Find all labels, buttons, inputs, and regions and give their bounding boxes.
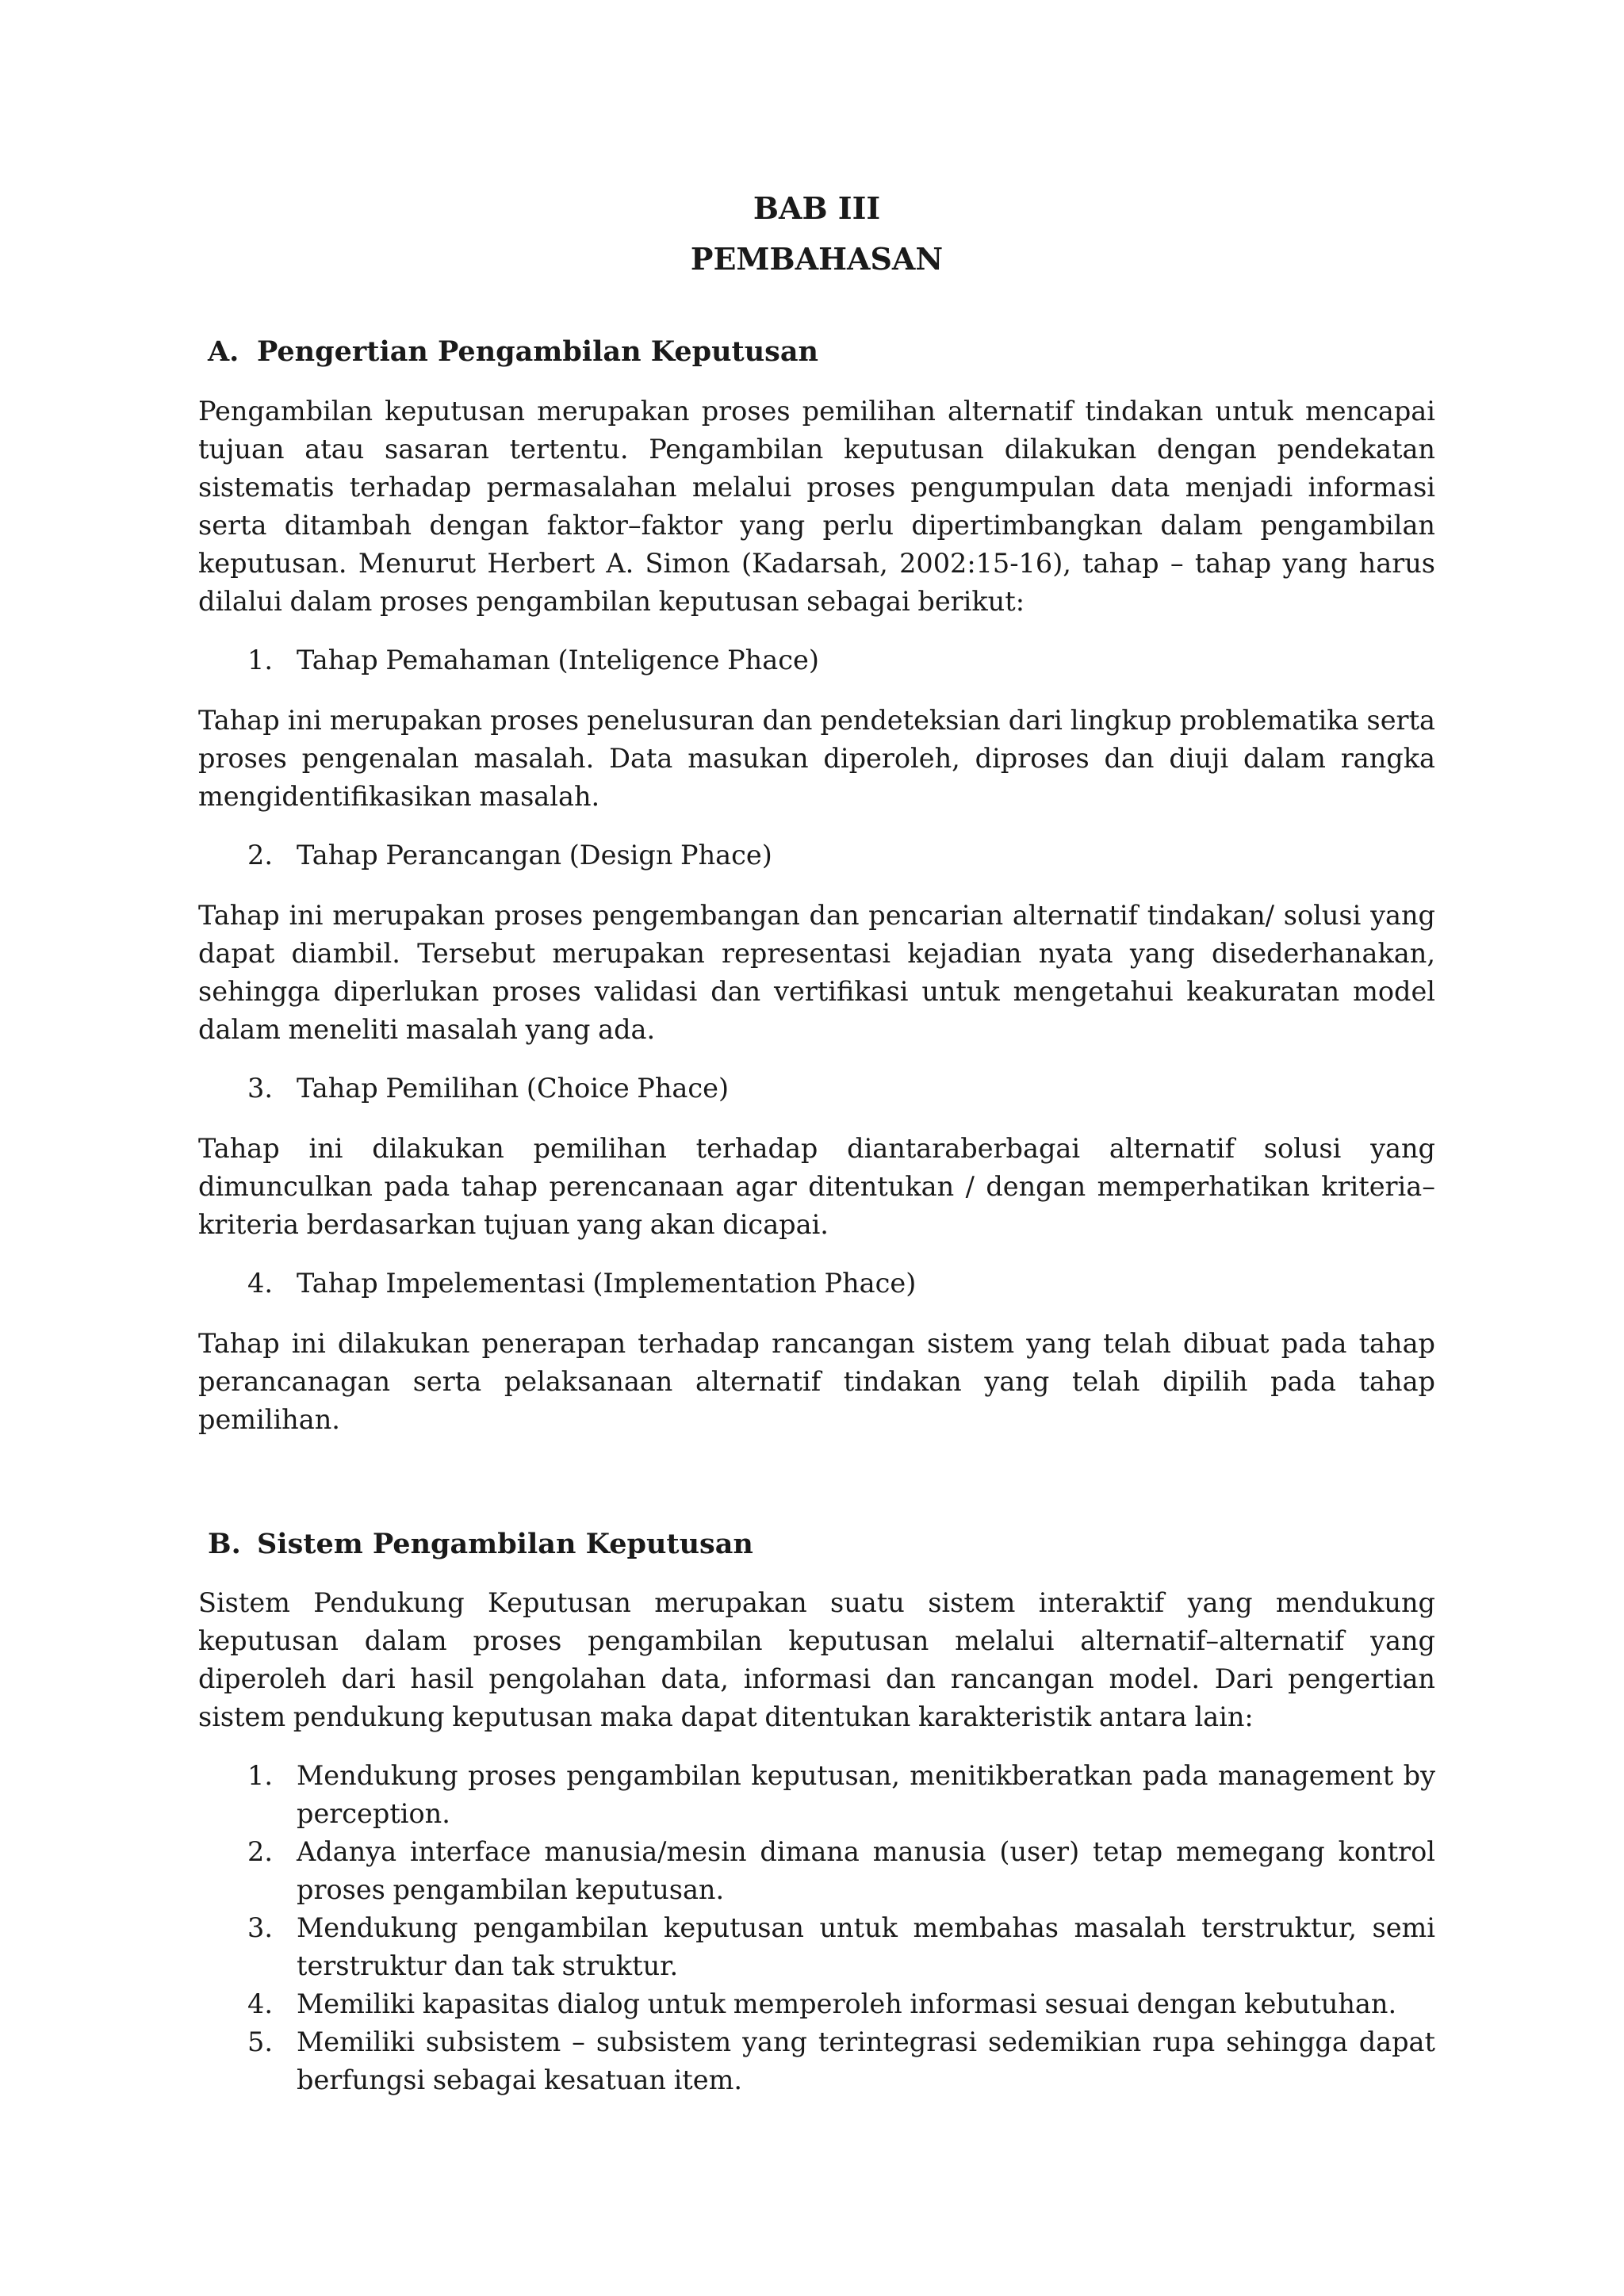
list-item-text: Mendukung pengambilan keputusan untuk membahas masalah terstruktur, semi terstruktur dan tak struktur. [297,1912,1435,1982]
list-item-number: 5. [247,2026,273,2058]
stage-1-title [247,641,1435,679]
list-item [198,1985,1435,2023]
list-item-number: 2. [247,1836,273,1868]
stage-3-number: 3. [247,1072,273,1104]
stage-4-label: Tahap Impelementasi (Implementation Phace) [297,1267,917,1299]
list-item-number: 1. [247,1760,273,1792]
list-item-text: Memiliki kapasitas dialog untuk memperoleh informasi sesuai dengan kebutuhan. [297,1988,1397,2020]
stage-2-title [247,836,1435,874]
stage-2-description: Tahap ini merupakan proses pengembangan dan pencarian alternatif tindakan/ solusi yang dapat diambil. Tersebut merupakan representasi kejadian nyata yang disederhanakan, sehingga diperlukan proses validasi dan vertifikasi untuk mengetahui keakuratan model dalam meneliti masalah yang ada. [198,899,1435,1045]
list-item-text: Mendukung proses pengambilan keputusan, menitikberatkan pada management by perception. [297,1760,1435,1830]
section-b-letter: B. [208,1527,241,1560]
stage-4-title [247,1265,1435,1303]
stage-3-title [247,1070,1435,1108]
stage-2-label: Tahap Perancangan (Design Phace) [297,839,772,871]
chapter-title: PEMBAHASAN [690,240,944,277]
characteristics-list [198,1757,1435,2099]
section-b-title: Sistem Pengambilan Keputusan [257,1527,753,1560]
list-item [198,1833,1435,1909]
stage-3-description: Tahap ini dilakukan pemilihan terhadap diantaraberbagai alternatif solusi yang dimunculkan pada tahap perencanaan agar ditentukan / dengan memperhatikan kriteria–kriteria berdasarkan tujuan yang akan dicapai. [198,1132,1435,1240]
page-content [198,190,1435,2099]
list-item [198,1909,1435,1985]
chapter-number: BAB III [753,190,881,226]
stage-4-description: Tahap ini dilakukan penerapan terhadap rancangan sistem yang telah dibuat pada tahap perancanagan serta pelaksanaan alternatif tindakan yang telah dipilih pada tahap pemilihan. [198,1327,1435,1435]
list-item-number: 4. [247,1988,273,2020]
stage-1-label: Tahap Pemahaman (Inteligence Phace) [297,644,819,675]
list-item-text: Memiliki subsistem – subsistem yang terintegrasi sedemikian rupa sehingga dapat berfungsi sebagai kesatuan item. [297,2026,1435,2096]
section-b-intro-paragraph: Sistem Pendukung Keputusan merupakan suatu sistem interaktif yang mendukung keputusan dalam proses pengambilan keputusan melalui alternatif–alternatif yang diperoleh dari hasil pengolahan data, informasi dan rancangan model. Dari pengertian sistem pendukung keputusan maka dapat ditentukan karakteristik antara lain: [198,1587,1435,1733]
stage-4-number: 4. [247,1267,273,1299]
stage-2-number: 2. [247,839,273,871]
section-a-intro-paragraph: Pengambilan keputusan merupakan proses pemilihan alternatif tindakan untuk mencapai tujuan atau sasaran tertentu. Pengambilan keputusan dilakukan dengan pendekatan sistematis terhadap permasalahan melalui proses pengumpulan data menjadi informasi serta ditambah dengan faktor–faktor yang perlu dipertimbangkan dalam pengambilan keputusan. Menurut Herbert A. Simon (Kadarsah, 2002:15-16), tahap – tahap yang harus dilalui dalam proses pengambilan keputusan sebagai berikut: [198,395,1435,617]
section-a-heading [208,334,1435,370]
section-b-heading [208,1526,1435,1563]
list-item [198,2023,1435,2099]
list-item [198,1757,1435,1833]
section-a-letter: A. [208,335,239,369]
list-item-number: 3. [247,1912,273,1944]
stage-1-number: 1. [247,644,273,675]
stage-1-description: Tahap ini merupakan proses penelusuran dan pendeteksian dari lingkup problematika serta proses pengenalan masalah. Data masukan diperoleh, diproses dan diuji dalam rangka mengidentifikasikan masalah. [198,704,1435,812]
list-item-text: Adanya interface manusia/mesin dimana manusia (user) tetap memegang kontrol proses pengambilan keputusan. [297,1836,1435,1906]
section-a-title: Pengertian Pengambilan Keputusan [257,335,818,369]
stage-3-label: Tahap Pemilihan (Choice Phace) [297,1072,730,1104]
